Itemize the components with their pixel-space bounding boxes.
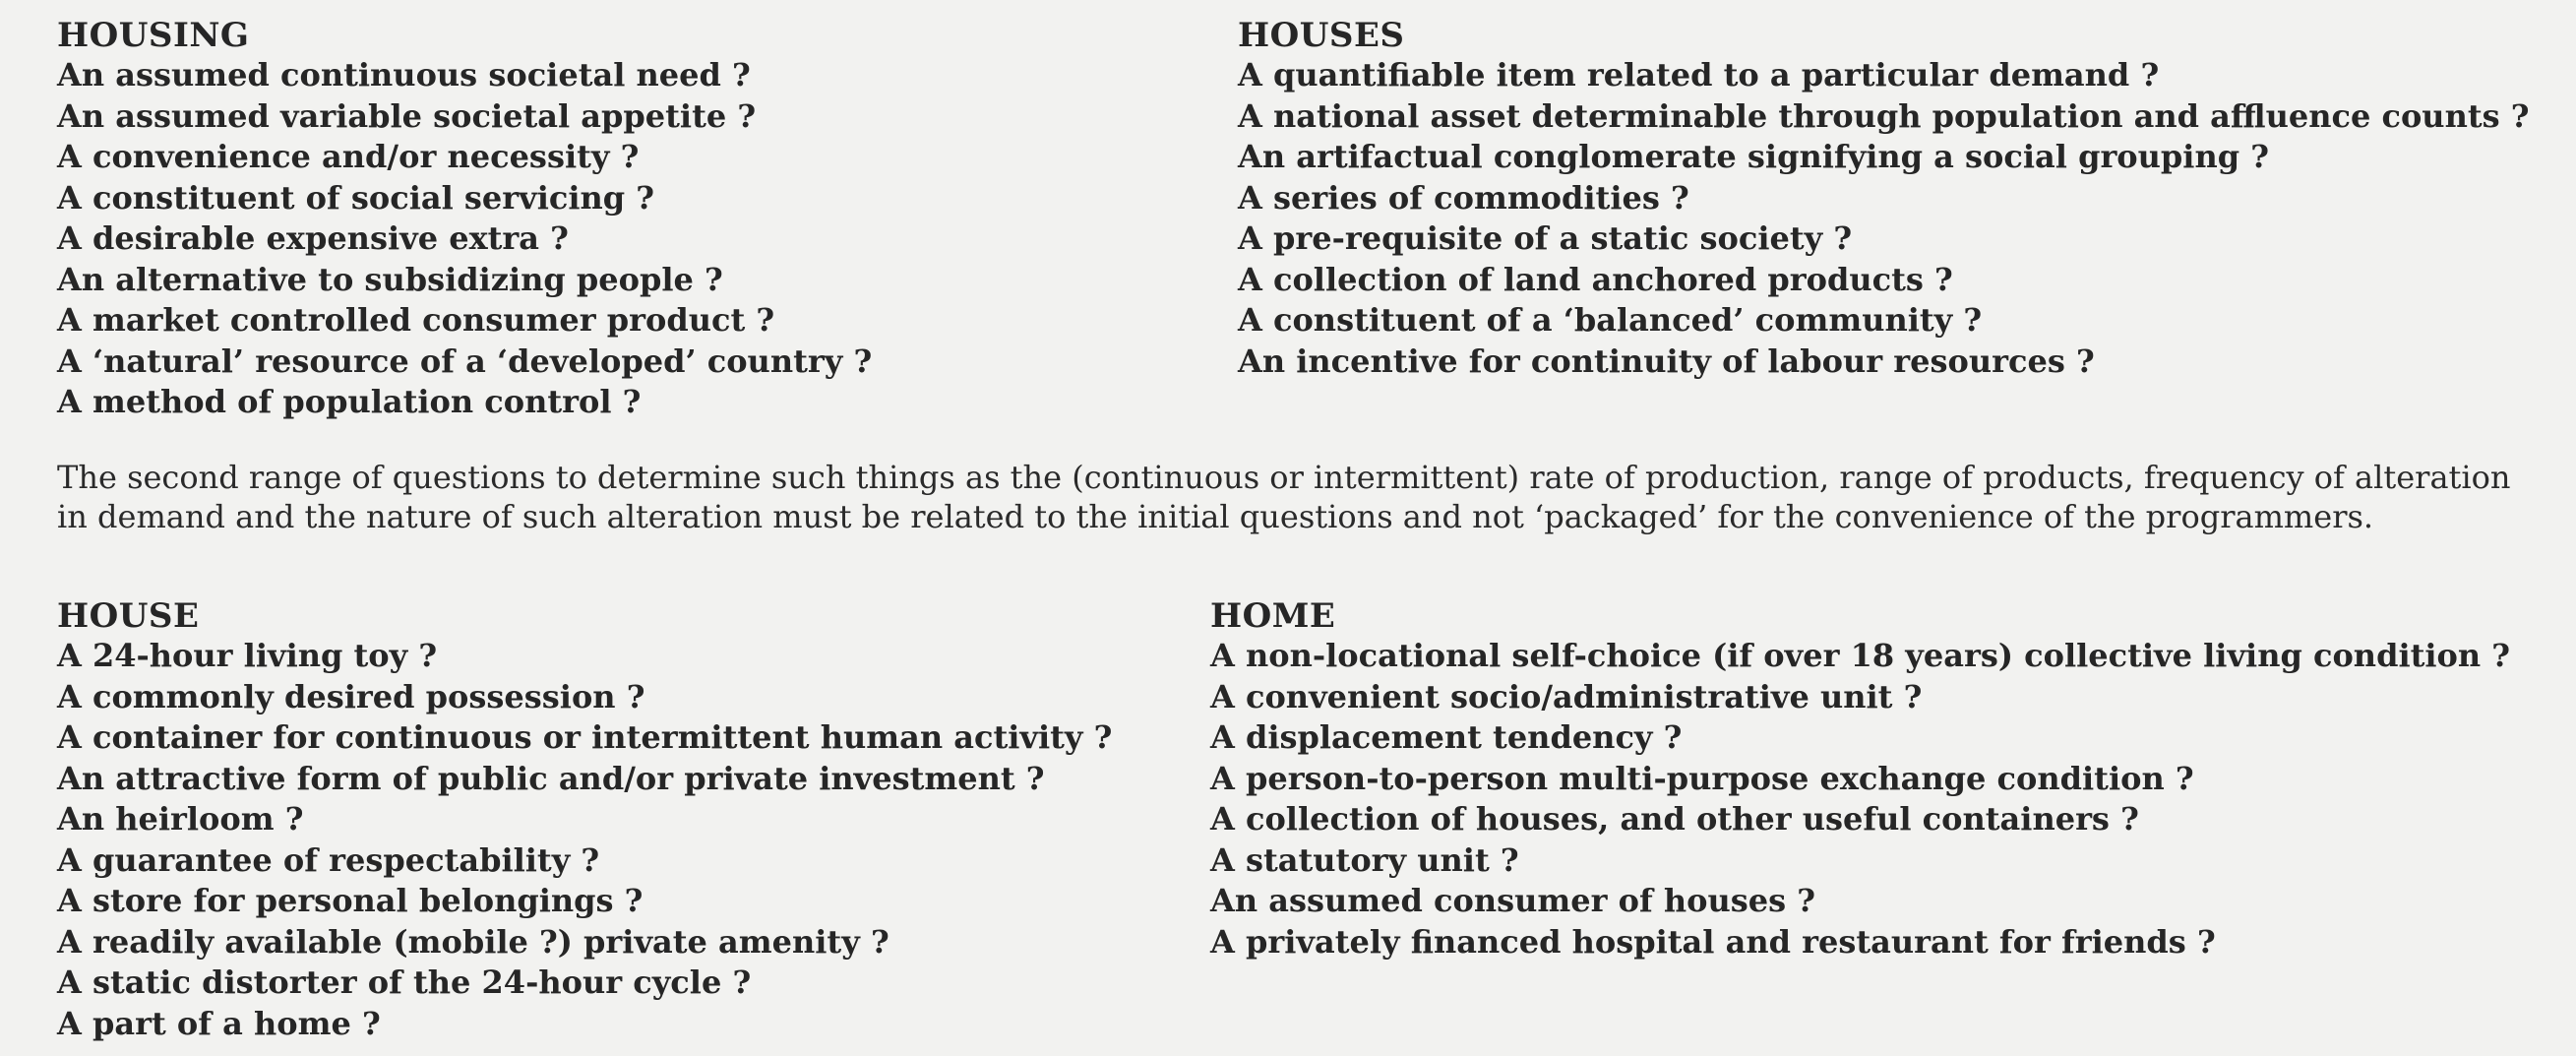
housing-question-list	[57, 55, 872, 423]
housing-question: A convenience and/or necessity ?	[57, 138, 640, 175]
housing-heading: HOUSING	[57, 16, 250, 55]
home-section	[1210, 598, 2510, 963]
housing-question: A ‘natural’ resource of a ‘developed’ country ?	[57, 342, 873, 380]
house-question: A readily available (mobile ?) private amenity ?	[57, 922, 889, 961]
home-question: A person-to-person multi-purpose exchange condition ?	[1210, 759, 2194, 797]
home-heading: HOME	[1210, 596, 1336, 636]
housing-question: An assumed variable societal appetite ?	[57, 96, 757, 135]
house-question: An attractive form of public and/or private investment ?	[57, 759, 1045, 797]
houses-question: A constituent of a ‘balanced’ community ?	[1238, 301, 1983, 339]
housing-question: A market controlled consumer product ?	[57, 301, 775, 339]
house-question: An heirloom ?	[57, 800, 304, 838]
house-question: A static distorter of the 24-hour cycle ?	[57, 963, 752, 1001]
houses-section	[1238, 18, 2530, 382]
housing-question: An alternative to subsidizing people ?	[57, 260, 723, 298]
houses-question: An incentive for continuity of labour resources ?	[1238, 342, 2095, 380]
house-heading: HOUSE	[57, 596, 200, 636]
house-question-list	[57, 636, 1112, 1044]
housing-question: A desirable expensive extra ?	[57, 219, 569, 257]
home-question: A collection of houses, and other useful containers ?	[1210, 800, 2139, 838]
houses-question: A series of commodities ?	[1238, 178, 1689, 217]
house-question: A part of a home ?	[57, 1004, 381, 1042]
house-question: A container for continuous or intermittent human activity ?	[57, 718, 1113, 756]
houses-question: A quantifiable item related to a particular demand ?	[1238, 56, 2160, 93]
houses-question: An artifactual conglomerate signifying a social grouping ?	[1238, 138, 2269, 175]
housing-question: A method of population control ?	[57, 383, 642, 420]
home-question-list	[1210, 636, 2510, 963]
housing-question: A constituent of social servicing ?	[57, 178, 655, 217]
houses-question: A national asset determinable through population and affluence counts ?	[1238, 96, 2530, 135]
houses-question: A collection of land anchored products ?	[1238, 260, 1953, 298]
houses-question-list	[1238, 55, 2530, 382]
houses-heading: HOUSES	[1238, 16, 1405, 55]
house-question: A 24-hour living toy ?	[57, 637, 438, 674]
home-question: A statutory unit ?	[1210, 840, 1519, 879]
home-question: An assumed consumer of houses ?	[1210, 882, 1815, 919]
home-question: A convenient socio/administrative unit ?	[1210, 677, 1923, 715]
houses-question: A pre-requisite of a static society ?	[1238, 219, 1853, 257]
house-section	[57, 598, 1112, 1044]
home-question: A non-locational self-choice (if over 18 years) collective living condition ?	[1210, 637, 2511, 674]
body-paragraph: The second range of questions to determine such things as the (continuous or intermittent) rate of production, range of products, frequency of alteration in demand and the nature of such alteration must be related to the initial questions and not ‘packaged’ for the convenience of the programmers.	[57, 459, 2511, 535]
house-question: A store for personal belongings ?	[57, 882, 644, 919]
housing-question: An assumed continuous societal need ?	[57, 56, 751, 93]
housing-section	[57, 18, 872, 423]
home-question: A displacement tendency ?	[1210, 718, 1683, 756]
home-question: A privately financed hospital and restaurant for friends ?	[1210, 922, 2216, 961]
house-question: A guarantee of respectability ?	[57, 840, 600, 879]
house-question: A commonly desired possession ?	[57, 677, 645, 715]
